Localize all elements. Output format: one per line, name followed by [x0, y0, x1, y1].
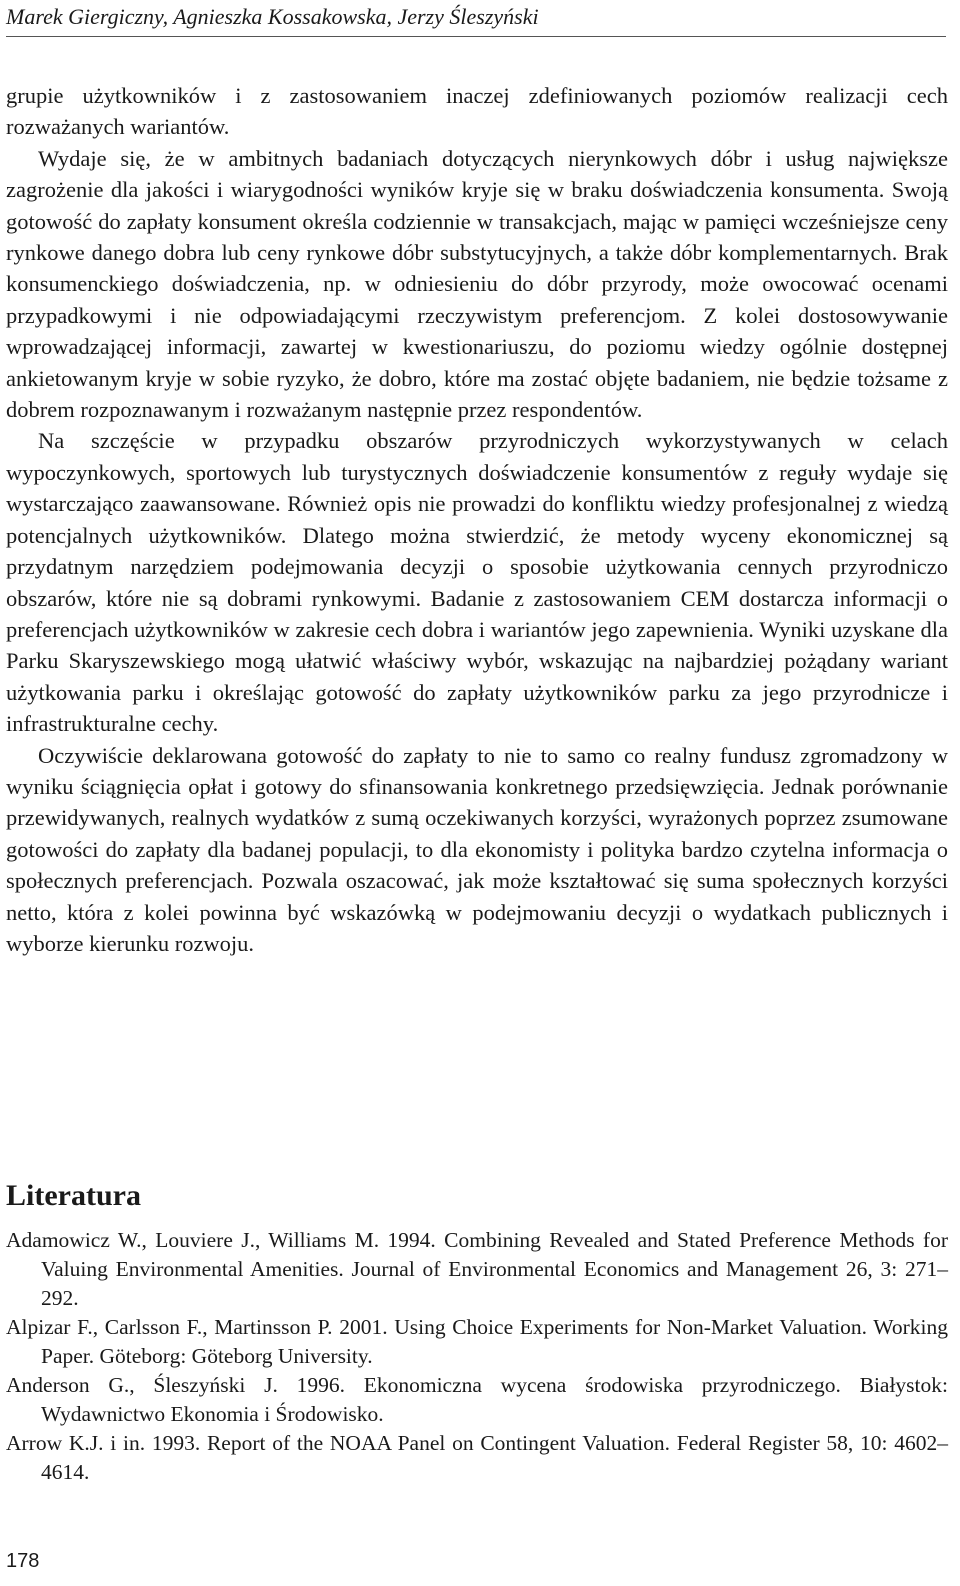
- reference-item: Arrow K.J. i in. 1993. Report of the NOAA Panel on Contingent Valuation. Federal Register 58, 10: 4602–4614.: [6, 1431, 948, 1484]
- paragraph: grupie użytkowników i z zastosowaniem inaczej zdefiniowanych poziomów realizacji cech rozważanych wariantów.: [6, 83, 948, 140]
- page-number: 178: [6, 1550, 40, 1572]
- paragraph: Na szczęście w przypadku obszarów przyrodniczych wykorzystywanych w celach wypoczynkowych, sportowych lub turystycznych doświadczenie konsumentów z reguły wydaje się wystarczająco zaawansowane. Również opis nie prowadzi do konfliktu wiedzy profesjonalnej z wiedzą potencjalnych użytkowników. Dlatego można stwierdzić, że metody wyceny ekonomicznej są przydatnym narzędziem podejmowania decyzji o sposobie użytkowania cennych przyrodniczo obszarów, które nie są dobrami rynkowymi. Badanie z zastosowaniem CEM dostarcza informacji o preferencjach użytkowników w zakresie cech dobra i wariantów jego zapewnienia. Wyniki uzyskane dla Parku Skaryszewskiego mogą ułatwić właściwy wybór, wskazując na najbardziej pożądany wariant użytkowania parku i określając gotowość do zapłaty użytkowników parku za jego przyrodnicze i infrastrukturalne cechy.: [6, 428, 948, 737]
- running-head: Marek Giergiczny, Agnieszka Kossakowska, Jerzy Śleszyński: [6, 2, 946, 37]
- reference-item: Alpizar F., Carlsson F., Martinsson P. 2001. Using Choice Experiments for Non-Market Valuation. Working Paper. Göteborg: Göteborg University.: [6, 1315, 948, 1368]
- paragraph: Wydaje się, że w ambitnych badaniach dotyczących nierynkowych dóbr i usług największe zagrożenie dla jakości i wiarygodności wyników kryje się w braku doświadczenia konsumenta. Swoją gotowość do zapłaty konsument określa codziennie w transakcjach, mając w pamięci wcześniejsze ceny rynkowe danego dobra lub ceny rynkowe dóbr substytucyjnych, a także dóbr komplementarnych. Brak konsumenckiego doświadczenia, np. w odniesieniu do dóbr przyrody, może owocować ocenami przypadkowymi i nie odpowiadającymi rzeczywistym preferencjom. Z kolei dostosowywanie wprowadzającej informacji, zawartej w kwestionariuszu, do poziomu wiedzy ogólnie dostępnej ankietowanym kryje w sobie ryzyko, że dobro, które ma zostać objęte badaniem, nie będzie tożsame z dobrem rozpoznawanym i rozważanym następnie przez respondentów.: [6, 145, 948, 423]
- reference-item: Adamowicz W., Louviere J., Williams M. 1994. Combining Revealed and Stated Preference Methods for Valuing Environmental Amenities. Journal of Environmental Economics and Management 26, 3: 271–292.: [6, 1228, 948, 1310]
- paragraph: Oczywiście deklarowana gotowość do zapłaty to nie to samo co realny fundusz zgromadzony w wyniku ściągnięcia opłat i gotowy do sfinansowania konkretnego przedsięwzięcia. Jednak porównanie przewidywanych, realnych wydatków z sumą oczekiwanych korzyści, wyrażonych poprzez zsumowane gotowości do zapłaty dla badanej populacji, to dla ekonomisty i polityka bardzo czytelna informacja o społecznych preferencjach. Pozwala oszacować, jak może kształtować się suma społecznych korzyści netto, która z kolei powinna być wskazówką w podejmowaniu decyzji o wydatkach publicznych i wyborze kierunku rozwoju.: [6, 742, 948, 956]
- body-text: [6, 80, 948, 959]
- reference-list: [6, 1226, 948, 1487]
- section-title: Literatura: [6, 1179, 141, 1212]
- reference-item: Anderson G., Śleszyński J. 1996. Ekonomiczna wycena środowiska przyrodniczego. Białystok: Wydawnictwo Ekonomia i Środowisko.: [6, 1373, 948, 1426]
